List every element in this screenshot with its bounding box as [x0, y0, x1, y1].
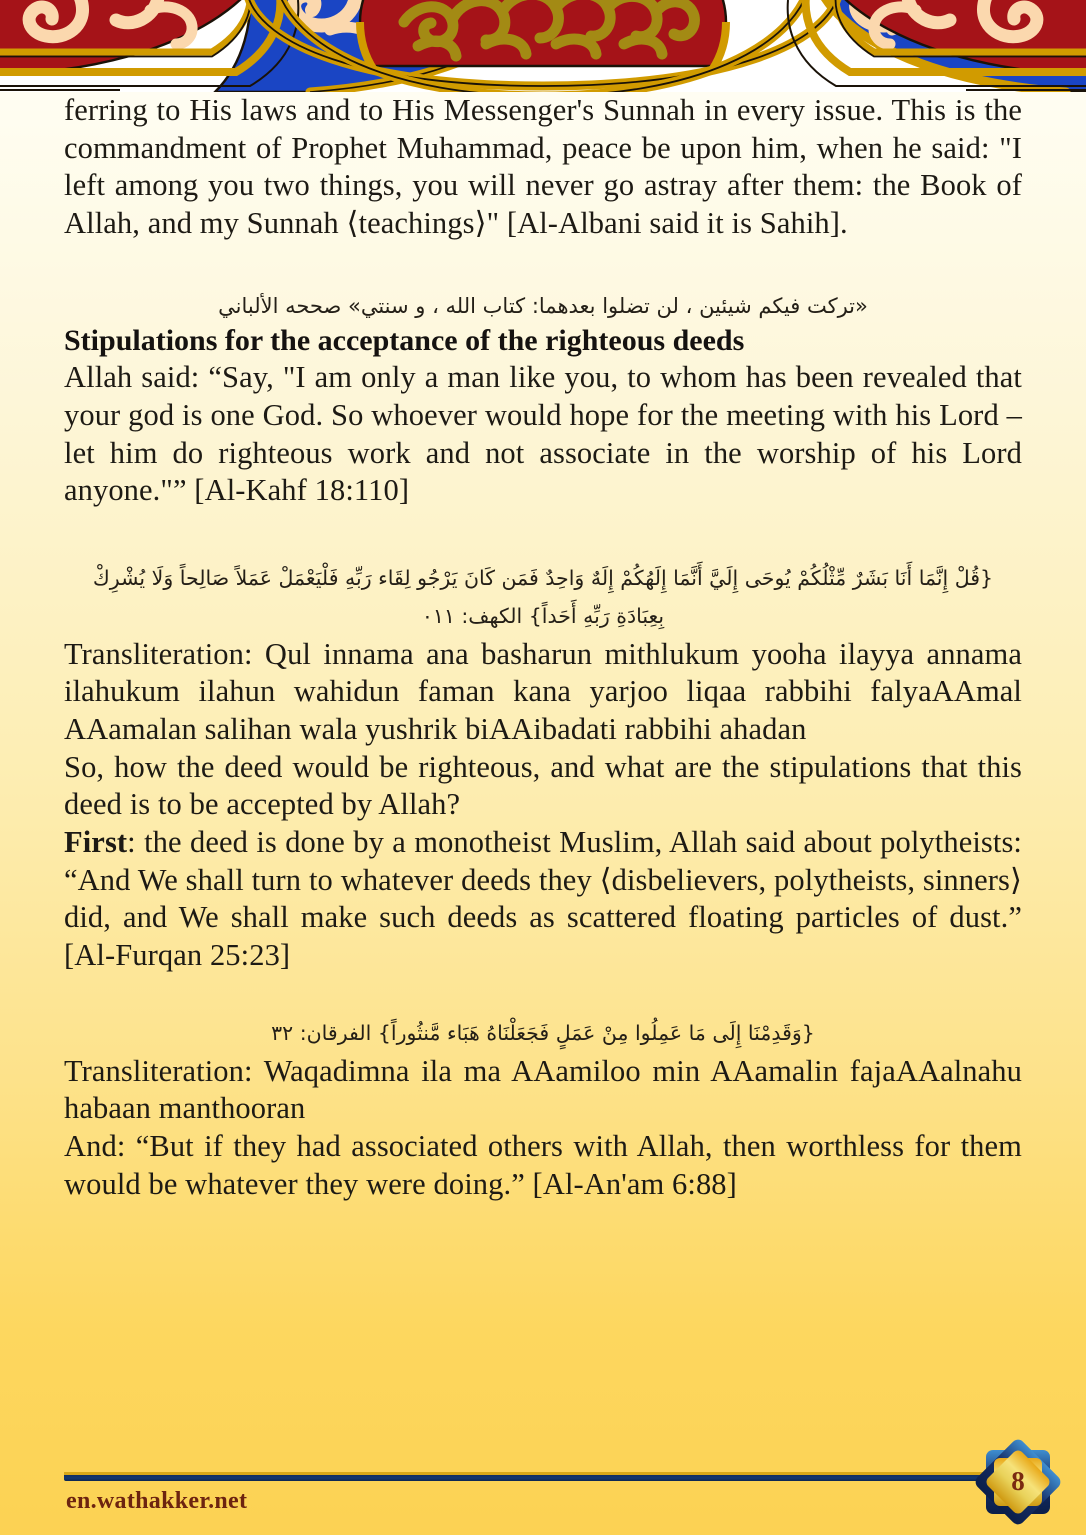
paragraph-continuation: ferring to His laws and to His Messenger's Sunnah in every issue. This is the commandment of Prophet Muhammad, peace be upon him, when he said: "I left among you two things, you will never go astray after them: the Book of Allah, and my Sunnah ⟨teachings⟩" [Al-Albani said it is Sahih]. — [64, 93, 1022, 240]
lead-word-first: First — [64, 825, 128, 860]
paragraph-first-stipulation — [64, 824, 1022, 975]
arabic-hadith-quote: «تركت فيكم شيئين ، لن تضلوا بعدهما: كتاب الله ، و سنتي» صححه الألباني — [218, 293, 868, 318]
footer-divider — [64, 1472, 996, 1481]
paragraph-first-stipulation-text: : the deed is done by a monotheist Muslim, Allah said about polytheists: “And We shall turn to whatever deeds they ⟨disbelievers, polytheists, sinners⟩ did, and We shall make such deeds as scattered floating particles of dust.” [Al-Furqan 25:23] — [64, 825, 1022, 972]
footer-website-url[interactable]: en.wathakker.net — [66, 1488, 248, 1514]
paragraph-anam: And: “But if they had associated others with Allah, then worthless for them would be whatever they were doing.” [Al-An'am 6:88] — [64, 1128, 1022, 1201]
page-number-badge — [972, 1436, 1064, 1528]
paragraph-allah-said: Allah said: “Say, "I am only a man like you, to whom has been revealed that your god is one God. So whoever would hope for the meeting with his Lord – let him do righteous work and not associate in the worship of his Lord anyone."” [Al-Kahf 18:110] — [64, 360, 1022, 508]
page-content — [64, 92, 1022, 1432]
section-heading: Stipulations for the acceptance of the righteous deeds — [64, 324, 745, 358]
paragraph-question: So, how the deed would be righteous, and what are the stipulations that this deed is to be accepted by Allah? — [64, 749, 1022, 822]
footer-divider-navy-line — [64, 1475, 996, 1481]
arabic-verse-kahf-line2: بِعِبَادَةِ رَبِّهِ أَحَداً} الكهف: ١١٠ — [421, 603, 665, 628]
arabic-verse-furqan: {وَقَدِمْنَا إِلَى مَا عَمِلُوا مِنْ عَمَلٍ فَجَعَلْنَاهُ هَبَاء مَّنثُوراً} الفرقان: ٢٣ — [271, 1020, 815, 1045]
page-number-text: 8 — [1011, 1465, 1025, 1496]
arabesque-border-icon — [0, 0, 1086, 92]
page-footer — [0, 1430, 1086, 1535]
header-ornament-band — [0, 0, 1086, 92]
transliteration-furqan: Transliteration: Waqadimna ila ma AAamiloo min AAamalin fajaAAalnahu habaan manthooran — [64, 1053, 1022, 1126]
arabic-verse-kahf-line1: {قُلْ إِنَّمَا أَنَا بَشَرٌ مِّثْلُكُمْ يُوحَى إِلَيَّ أَنَّمَا إِلَهُكُمْ إِلَهٌ وَاحِدٌ فَمَن كَانَ يَرْجُو لِقَاء رَبِّهِ فَلْيَعْمَلْ عَمَلاً صَالِحاً وَلَا يُشْرِكْ — [92, 565, 994, 590]
transliteration-kahf: Transliteration: Qul innama ana basharun mithlukum yooha ilayya annama ilahukum ilahun wahidun faman kana yarjoo liqaa rabbihi falyaAAmal AAamalan salihan wala yushrik biAAibadati rabbihi ahadan — [64, 636, 1022, 747]
